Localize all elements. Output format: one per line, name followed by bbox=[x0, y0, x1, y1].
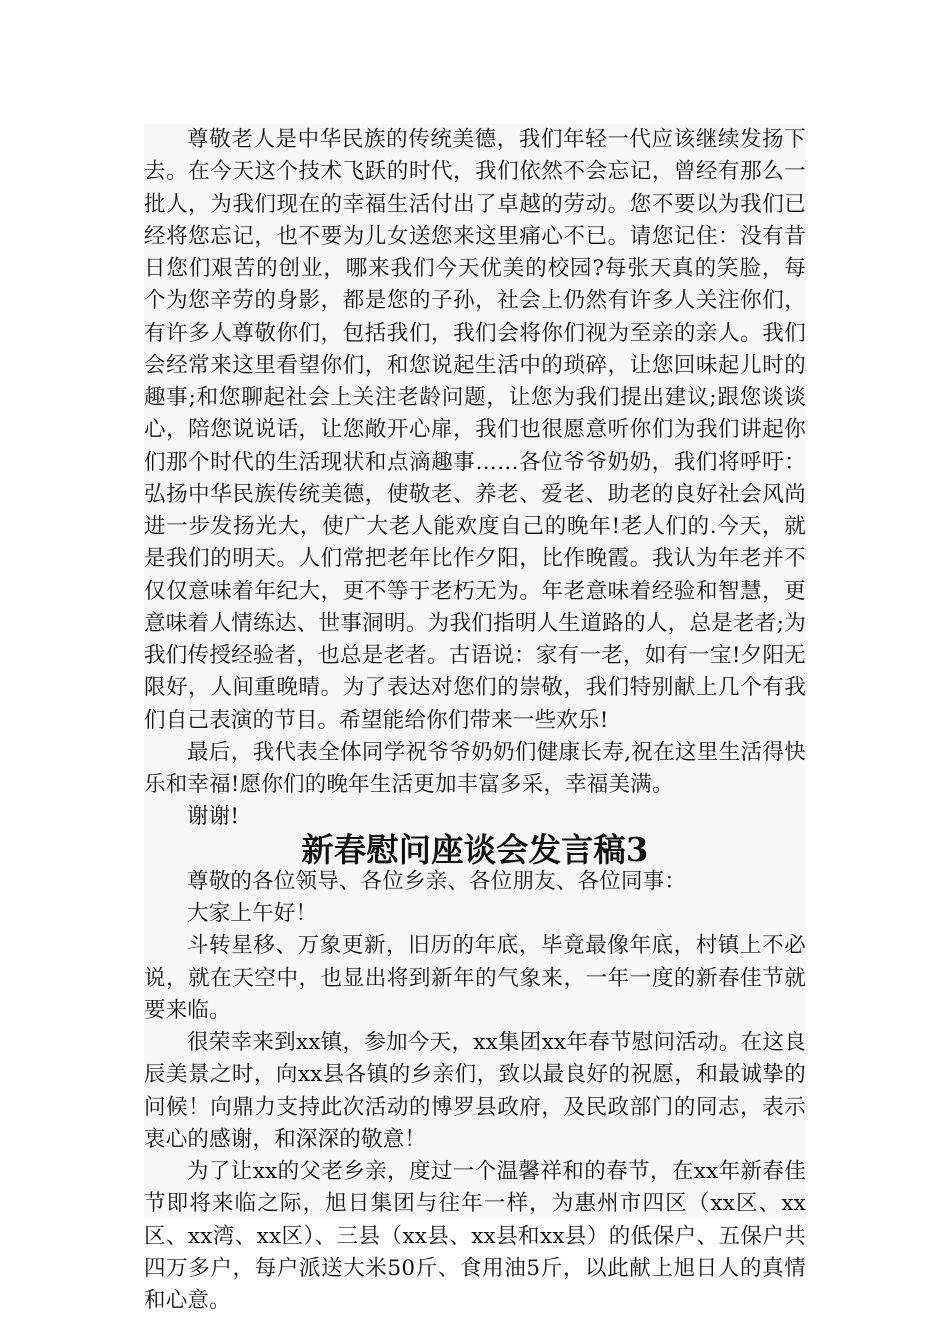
document-body bbox=[144, 124, 806, 1317]
paragraph-salutation: 尊敬的各位领导、各位乡亲、各位朋友、各位同事： bbox=[187, 868, 687, 894]
paragraph-honored: 很荣幸来到xx镇，参加今天，xx集团xx年春节慰问活动。在这良辰美景之时，向xx县各镇的乡亲们，致以最良好的祝愿，和最诚挚的问候！向鼎力支持此次活动的博罗县政府，及民政部门的同志，表示衷心的感谢，和深深的敬意！ bbox=[144, 1030, 806, 1152]
paragraph-donation: 为了让xx的父老乡亲，度过一个温馨祥和的春节，在xx年新春佳节即将来临之际，旭日集团与往年一样，为惠州市四区（xx区、xx区、xx湾、xx区）、三县（xx县、xx县和xx县）的低保户、五保户共四万多户，每户派送大米50斤、食用油5斤，以此献上旭日人的真情和心意。 bbox=[144, 1159, 806, 1313]
paragraph-thanks: 谢谢! bbox=[187, 804, 240, 830]
paragraph-greeting: 大家上午好！ bbox=[187, 901, 318, 926]
section-heading: 新春慰问座谈会发言稿3 bbox=[301, 830, 649, 869]
paragraph-respect-elders: 尊敬老人是中华民族的传统美德，我们年轻一代应该继续发扬下去。在今天这个技术飞跃的时代，我们依然不会忘记，曾经有那么一批人，为我们现在的幸福生活付出了卓越的劳动。您不要以为我们已经将您忘记，也不要为儿女送您来这里痛心不已。请您记住：没有昔日您们艰苦的创业，哪来我们今天优美的校园?每张天真的笑脸，每个为您辛劳的身影，都是您的子孙，社会上仍然有许多人关注你们，有许多人尊敬你们，包括我们，我们会将你们视为至亲的亲人。我们会经常来这里看望你们，和您说起生活中的琐碎，让您回味起儿时的趣事;和您聊起社会上关注老龄问题，让您为我们提出建议;跟您谈谈心，陪您说说话，让您敞开心扉，我们也很愿意听你们为我们讲起你们那个时代的生活现状和点滴趣事……各位爷爷奶奶，我们将呼吁：弘扬中华民族传统美德，使敬老、养老、爱老、助老的良好社会风尚进一步发扬光大，使广大老人能欢度自己的晚年!老人们的.今天，就是我们的明天。人们常把老年比作夕阳，比作晚霞。我认为年老并不仅仅意味着年纪大，更不等于老朽无为。年老意味着经验和智慧，更意味着人情练达、世事洞明。为我们指明人生道路的人，总是老者;为我们传授经验者，也总是老者。古语说：家有一老，如有一宝!夕阳无限好，人间重晚晴。为了表达对您们的崇敬，我们特别献上几个有我们自己表演的节目。希望能给你们带来一些欢乐! bbox=[144, 127, 806, 733]
paragraph-new-year: 斗转星移、万象更新，旧历的年底，毕竟最像年底，村镇上不必说，就在天空中，也显出将到新年的气象来，一年一度的新春佳节就要来临。 bbox=[144, 933, 806, 1023]
paragraph-closing-wishes: 最后，我代表全体同学祝爷爷奶奶们健康长寿,祝在这里生活得快乐和幸福!愿你们的晚年生活更加丰富多采，幸福美满。 bbox=[144, 739, 806, 797]
